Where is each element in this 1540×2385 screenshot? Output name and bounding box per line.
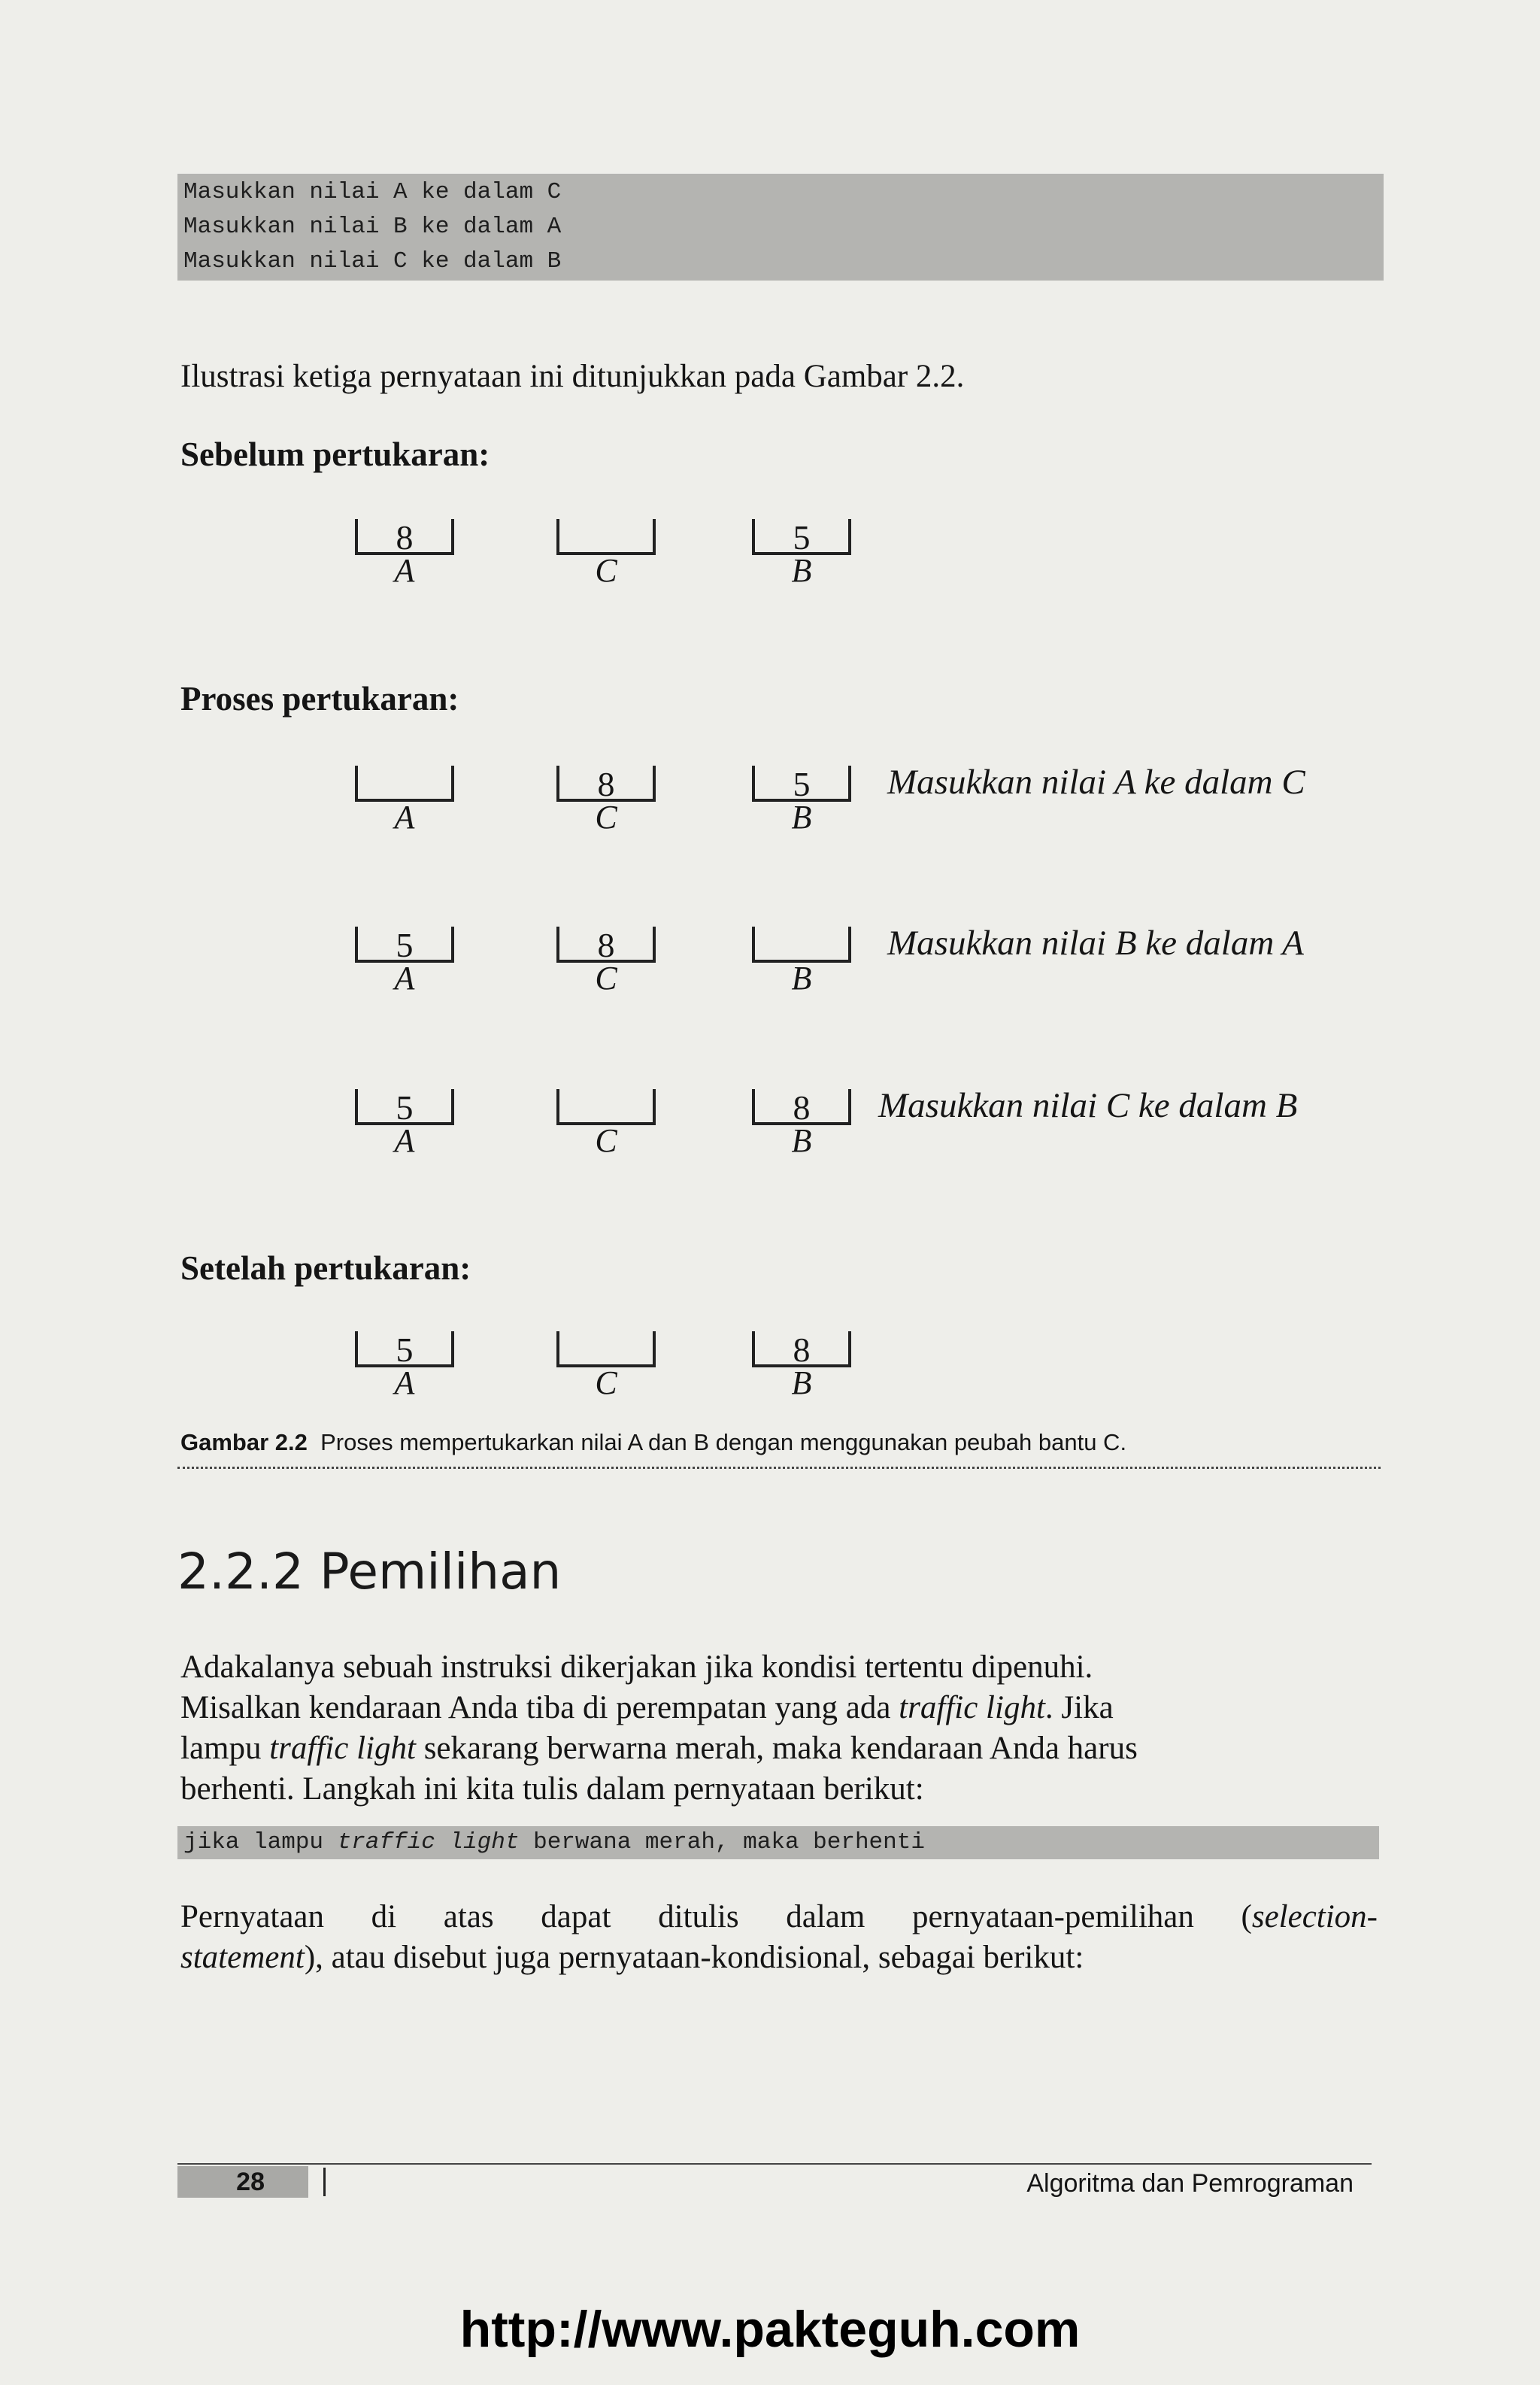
code-line: Masukkan nilai C ke dalam B bbox=[183, 248, 562, 275]
figure-caption bbox=[180, 1429, 1126, 1456]
step-note: Masukkan nilai B ke dalam A bbox=[887, 924, 1304, 963]
paragraph-line bbox=[180, 1937, 1378, 1978]
box-a bbox=[355, 766, 454, 802]
text-run: ), atau disebut juga pernyataan-kondisional, sebagai berikut: bbox=[304, 1940, 1084, 1975]
box-a: 8 bbox=[355, 519, 454, 555]
code-line: Masukkan nilai A ke dalam C bbox=[183, 179, 562, 205]
watermark-url: http://www.pakteguh.com bbox=[459, 2301, 1081, 2358]
step-note: Masukkan nilai C ke dalam B bbox=[878, 1086, 1298, 1125]
footer-rule bbox=[177, 2163, 1372, 2165]
text-run-italic: traffic light bbox=[899, 1690, 1045, 1725]
box-b: 5 bbox=[752, 766, 851, 802]
box-b: 5 bbox=[752, 519, 851, 555]
label-b: B bbox=[791, 799, 812, 836]
process-step-1 bbox=[0, 763, 1540, 848]
before-row bbox=[0, 519, 1540, 602]
box-b: 8 bbox=[752, 1331, 851, 1367]
label-c: C bbox=[595, 1122, 617, 1159]
section-number: 2.2.2 bbox=[177, 1543, 304, 1601]
box-c: 8 bbox=[556, 927, 656, 963]
label-b: B bbox=[791, 1364, 812, 1401]
process-step-3 bbox=[0, 1086, 1540, 1172]
box-a: 5 bbox=[355, 1089, 454, 1125]
page-number bbox=[177, 2166, 308, 2198]
text-run-italic: traffic light bbox=[269, 1731, 416, 1766]
label-b: B bbox=[791, 960, 812, 997]
process-heading: Proses pertukaran: bbox=[180, 680, 459, 718]
after-row bbox=[0, 1331, 1540, 1414]
text-run: Pernyataan di atas dapat ditulis dalam pernyataan-pemilihan ( bbox=[180, 1899, 1252, 1934]
paragraph-1 bbox=[180, 1647, 1378, 1810]
paragraph-line bbox=[180, 1728, 1378, 1769]
code-block-traffic-light bbox=[177, 1826, 1379, 1859]
step-note: Masukkan nilai A ke dalam C bbox=[887, 763, 1305, 802]
intro-text: Ilustrasi ketiga pernyataan ini ditunjukkan pada Gambar 2.2. bbox=[180, 359, 965, 394]
label-c: C bbox=[595, 799, 617, 836]
label-a: A bbox=[394, 1122, 415, 1159]
text-run-italic: statement bbox=[180, 1940, 305, 1975]
label-b: B bbox=[791, 1122, 812, 1159]
box-a: 5 bbox=[355, 1331, 454, 1367]
process-step-2 bbox=[0, 924, 1540, 1009]
box-b: 8 bbox=[752, 1089, 851, 1125]
text-run-italic: selection- bbox=[1251, 1899, 1378, 1934]
box-b bbox=[752, 927, 851, 963]
box-c bbox=[556, 519, 656, 555]
label-c: C bbox=[595, 552, 617, 589]
caption-text: Proses mempertukarkan nilai A dan B dengan menggunakan peubah bantu C. bbox=[320, 1429, 1127, 1455]
label-c: C bbox=[595, 960, 617, 997]
paragraph-line bbox=[180, 1897, 1378, 1937]
label-a: A bbox=[394, 960, 415, 997]
label-b: B bbox=[791, 552, 812, 589]
book-title: Algoritma dan Pemrograman bbox=[1026, 2169, 1354, 2198]
code-run: jika lampu bbox=[183, 1829, 338, 1856]
label-a: A bbox=[394, 552, 415, 589]
code-line bbox=[177, 1826, 1379, 1859]
section-title: Pemilihan bbox=[319, 1543, 562, 1601]
footer-separator bbox=[323, 2168, 326, 2196]
section-heading bbox=[177, 1542, 561, 1602]
code-block-swap-statements bbox=[177, 174, 1384, 281]
before-heading: Sebelum pertukaran: bbox=[180, 435, 490, 473]
code-line: Masukkan nilai B ke dalam A bbox=[183, 214, 562, 240]
box-c bbox=[556, 1089, 656, 1125]
caption-divider bbox=[177, 1467, 1381, 1469]
label-a: A bbox=[394, 1364, 415, 1401]
paragraph-2 bbox=[180, 1897, 1378, 1978]
box-a: 5 bbox=[355, 927, 454, 963]
code-run-italic: traffic light bbox=[337, 1829, 520, 1856]
text-run: sekarang berwarna merah, maka kendaraan Anda harus bbox=[415, 1731, 1138, 1766]
after-heading: Setelah pertukaran: bbox=[180, 1249, 471, 1287]
box-c: 8 bbox=[556, 766, 656, 802]
label-c: C bbox=[595, 1364, 617, 1401]
code-run: berwana merah, maka berhenti bbox=[519, 1829, 925, 1856]
text-run: Misalkan kendaraan Anda tiba di perempatan yang ada bbox=[180, 1690, 899, 1725]
text-run: lampu bbox=[180, 1731, 270, 1766]
box-c bbox=[556, 1331, 656, 1367]
page-number-text: 28 bbox=[236, 2168, 265, 2196]
text-run: . Jika bbox=[1044, 1690, 1114, 1725]
label-a: A bbox=[394, 799, 415, 836]
paragraph-line: berhenti. Langkah ini kita tulis dalam pernyataan berikut: bbox=[180, 1771, 924, 1807]
caption-label: Gambar 2.2 bbox=[180, 1429, 308, 1455]
paragraph-line: Adakalanya sebuah instruksi dikerjakan jika kondisi tertentu dipenuhi. bbox=[180, 1649, 1093, 1685]
paragraph-line bbox=[180, 1688, 1378, 1728]
